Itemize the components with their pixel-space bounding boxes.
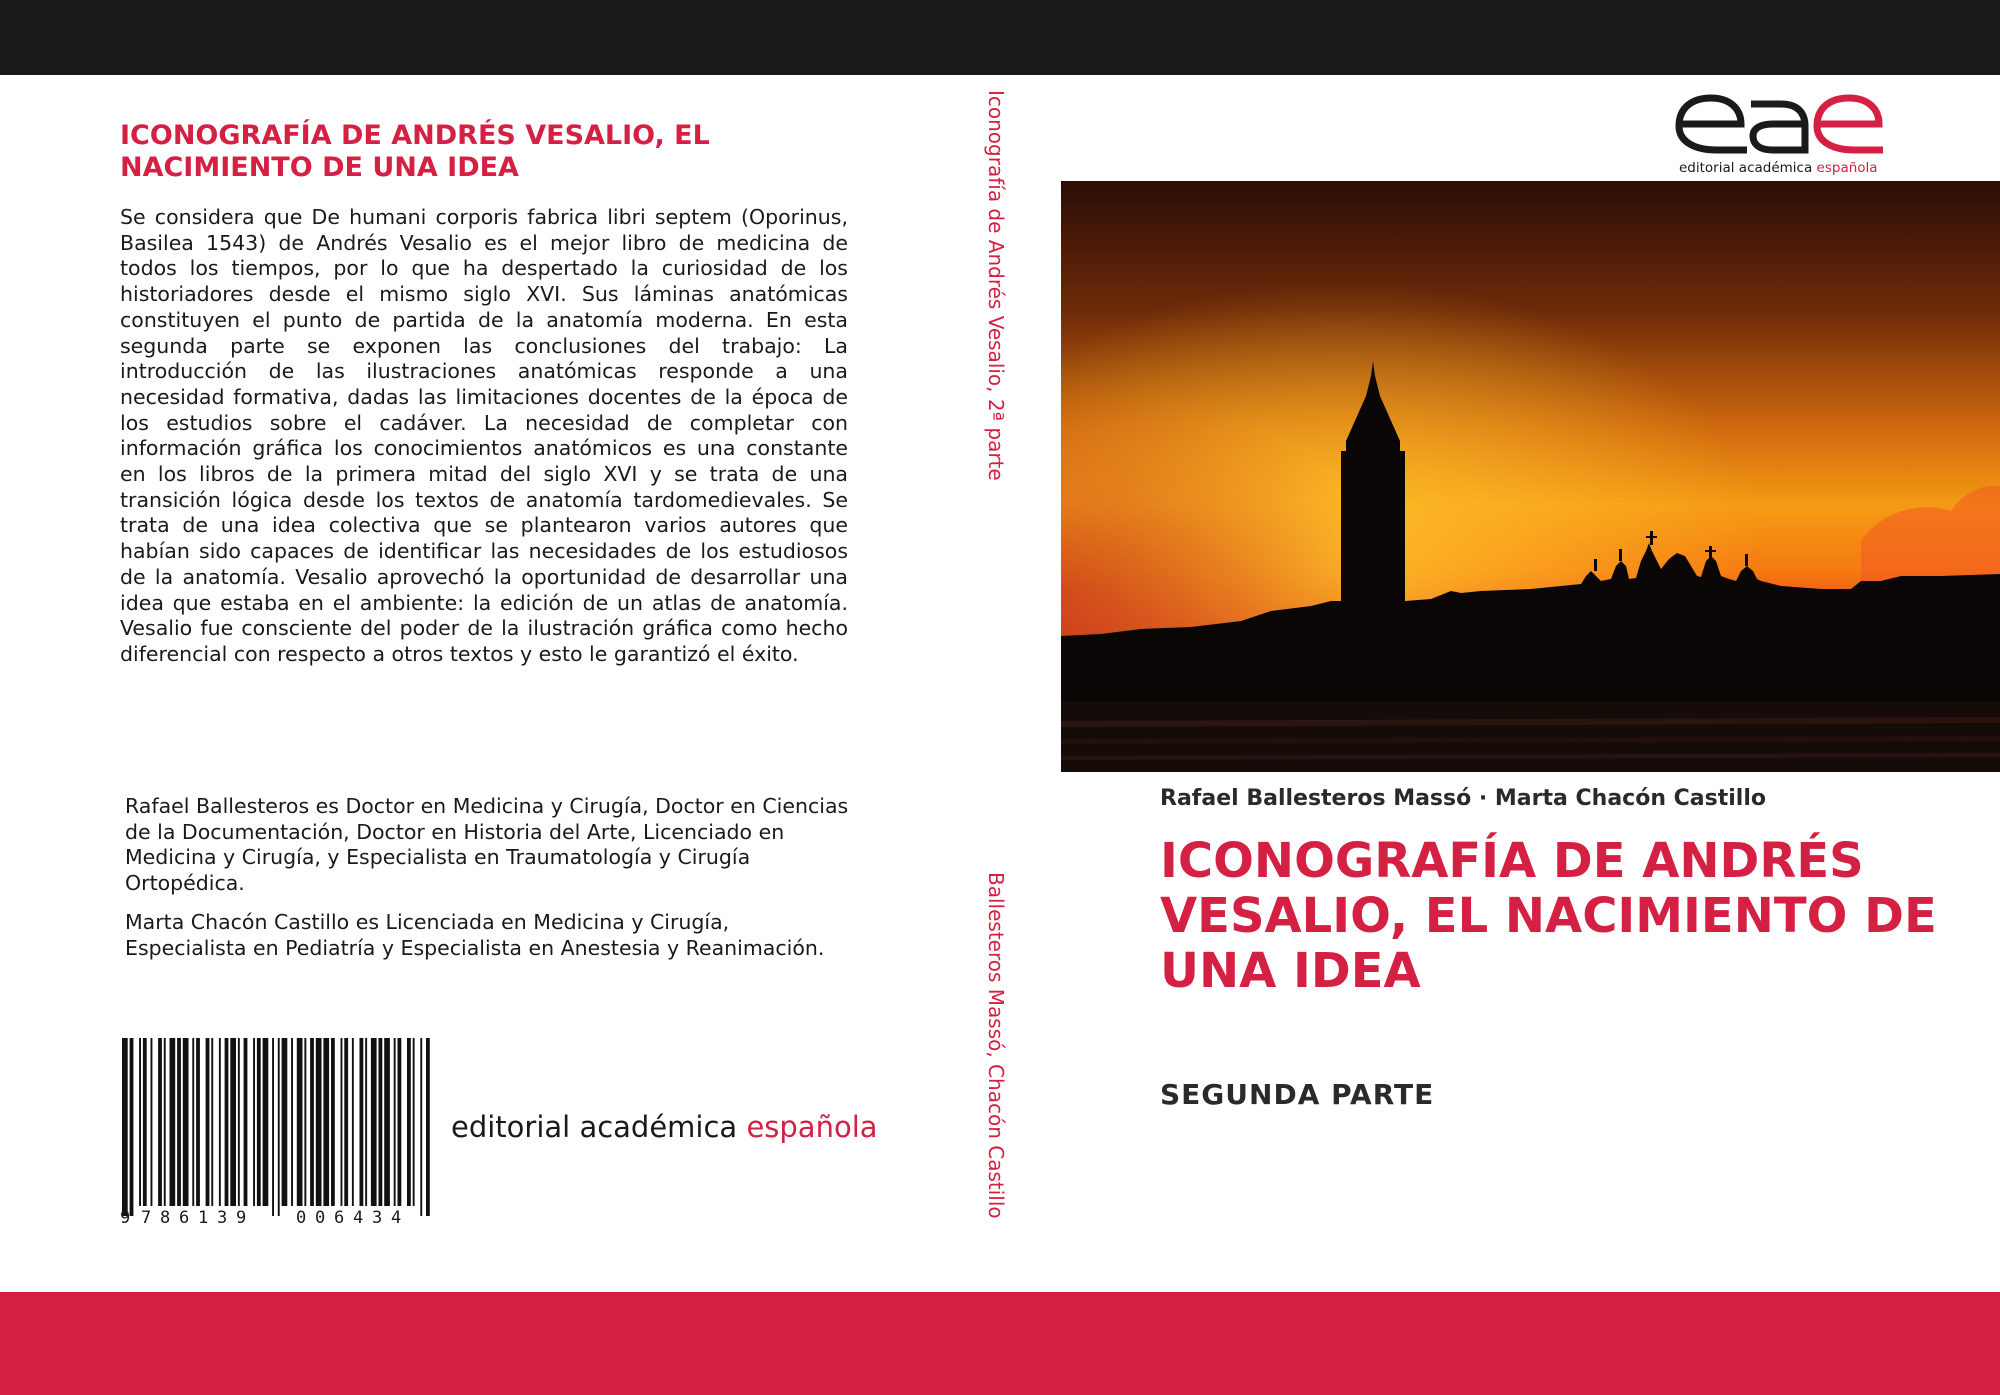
- barcode-bar: [183, 1038, 189, 1206]
- barcode-bar: [272, 1038, 274, 1216]
- barcode-bar: [282, 1038, 288, 1206]
- publisher-name: editorial académica: [451, 1110, 747, 1144]
- barcode-bar: [219, 1038, 221, 1206]
- spine-authors: Ballesteros Massó, Chacón Castillo: [984, 872, 1008, 1219]
- front-cover-authors: Rafael Ballesteros Massó · Marta Chacón Castillo: [1160, 786, 1766, 811]
- barcode-bar: [360, 1038, 364, 1206]
- barcode-bar: [291, 1038, 293, 1206]
- top-band: [0, 0, 2000, 75]
- isbn-digit: 3: [372, 1208, 383, 1228]
- isbn-digit: 1: [198, 1208, 209, 1228]
- barcode-bar: [206, 1038, 210, 1206]
- barcode-bar: [244, 1038, 248, 1206]
- barcode-bar: [196, 1038, 200, 1206]
- barcode-bar: [192, 1038, 194, 1206]
- barcode-bar: [426, 1038, 430, 1216]
- barcode-bar: [394, 1038, 396, 1206]
- barcode-bar: [130, 1038, 134, 1216]
- back-cover-synopsis: Se considera que De humani corporis fabrica libri septem (Oporinus, Basilea 1543) de Andrés Vesalio es el mejor libro de medicina de todos los tiempos, por lo que ha despertado la curiosidad de los historiadores desde el mismo siglo XVI. Sus láminas anatómicas constituyen el punto de partida de la anatomía moderna. En esta segunda parte se exponen las conclusiones del trabajo: La introducción de las ilustraciones anatómicas responde a una necesidad formativa, dadas las limitaciones docentes de la época de los estudios sobre el cadáver. La necesidad de completar con información gráfica los conocimientos anatómicos es una constante en los libros de la primera mitad del siglo XVI y se trata de una transición lógica desde los textos de anatomía tardomedievales. Se trata de una idea colectiva que se plantearon varios autores que habían sido capaces de identificar las necesidades de los estudiosos de la anatomía. Vesalio aprovechó la oportunidad de desarrollar una idea que estaba en el ambiente: la edición de un atlas de anatomía. Vesalio fue consciente del poder de la ilustración gráfica como hecho diferencial con respecto a otros textos y esto le garantizó el éxito.: [120, 205, 848, 666]
- isbn-digit: 9: [120, 1208, 131, 1228]
- barcode-bar: [170, 1038, 176, 1206]
- barcode-bar: [297, 1038, 303, 1206]
- isbn-digit: 8: [160, 1208, 171, 1228]
- isbn-digit: 6: [179, 1208, 190, 1228]
- barcode-bar: [379, 1038, 383, 1206]
- barcode-bar: [398, 1038, 402, 1206]
- logo-caption-accent: española: [1816, 160, 1878, 176]
- isbn-digit: 3: [217, 1208, 228, 1228]
- barcode-bar: [407, 1038, 411, 1206]
- barcode-bar: [278, 1038, 280, 1216]
- barcode-icon: [118, 1038, 438, 1233]
- barcode-bar: [143, 1038, 147, 1206]
- isbn-digit: 0: [296, 1208, 307, 1228]
- front-cover-subtitle: SEGUNDA PARTE: [1160, 1078, 1435, 1111]
- barcode-bar: [263, 1038, 269, 1206]
- barcode-bar: [365, 1038, 367, 1206]
- back-publisher-name: [451, 1110, 878, 1144]
- barcode-bar: [310, 1038, 314, 1206]
- logo-caption: [1679, 160, 1878, 176]
- isbn-digit: 0: [315, 1208, 326, 1228]
- barcode-bar: [211, 1038, 213, 1206]
- barcode-bar: [316, 1038, 322, 1206]
- barcode-bar: [323, 1038, 329, 1206]
- barcode-bar: [420, 1038, 422, 1216]
- barcode-bar: [331, 1038, 335, 1206]
- barcode-bar: [230, 1038, 236, 1206]
- barcode-bar: [384, 1038, 390, 1206]
- barcode-bar: [352, 1038, 354, 1206]
- barcode-bar: [158, 1038, 162, 1206]
- barcode-bar: [253, 1038, 255, 1206]
- barcode-bar: [413, 1038, 415, 1206]
- barcode-bar: [341, 1038, 343, 1206]
- barcode-bar: [139, 1038, 141, 1206]
- venice-sunset-icon: [1061, 181, 2000, 772]
- back-cover-title: ICONOGRAFÍA DE ANDRÉS VESALIO, EL NACIMIENTO DE UNA IDEA: [120, 120, 710, 183]
- spine-title: Iconografía de Andrés Vesalio, 2ª parte: [984, 90, 1008, 481]
- barcode-bar: [177, 1038, 181, 1206]
- barcode-bar: [344, 1038, 348, 1206]
- author-bio-ballesteros: Rafael Ballesteros es Doctor en Medicina y Cirugía, Doctor en Ciencias de la Documentación, Doctor en Historia del Arte, Licenciado en Medicina y Cirugía, y Especialista en Traumatología y Cirugía Ortopédica.: [125, 794, 849, 896]
- isbn-number: [118, 1208, 438, 1230]
- isbn-digit: 4: [391, 1208, 402, 1228]
- barcode-bar: [151, 1038, 153, 1206]
- bottom-band: [0, 1292, 2000, 1395]
- front-cover-title: ICONOGRAFÍA DE ANDRÉS VESALIO, EL NACIMIENTO DE UNA IDEA: [1160, 833, 1937, 999]
- isbn-digit: 6: [334, 1208, 345, 1228]
- barcode-bar: [371, 1038, 377, 1206]
- publisher-name-accent: española: [746, 1110, 878, 1144]
- author-bio-chacon: Marta Chacón Castillo es Licenciada en Medicina y Cirugía, Especialista en Pediatría y Especialista en Anestesia y Reanimación.: [125, 910, 825, 960]
- barcode-bar: [122, 1038, 128, 1216]
- barcode-bar: [164, 1038, 166, 1206]
- isbn-digit: 4: [353, 1208, 364, 1228]
- barcode-bar: [304, 1038, 306, 1206]
- barcode-bar: [257, 1038, 261, 1206]
- logo-caption-main: editorial académica: [1679, 160, 1817, 176]
- cover-photo: [1061, 181, 2000, 772]
- barcode-bar: [225, 1038, 229, 1206]
- isbn-digit: 7: [141, 1208, 152, 1228]
- isbn-digit: 9: [236, 1208, 247, 1228]
- barcode-bar: [238, 1038, 240, 1206]
